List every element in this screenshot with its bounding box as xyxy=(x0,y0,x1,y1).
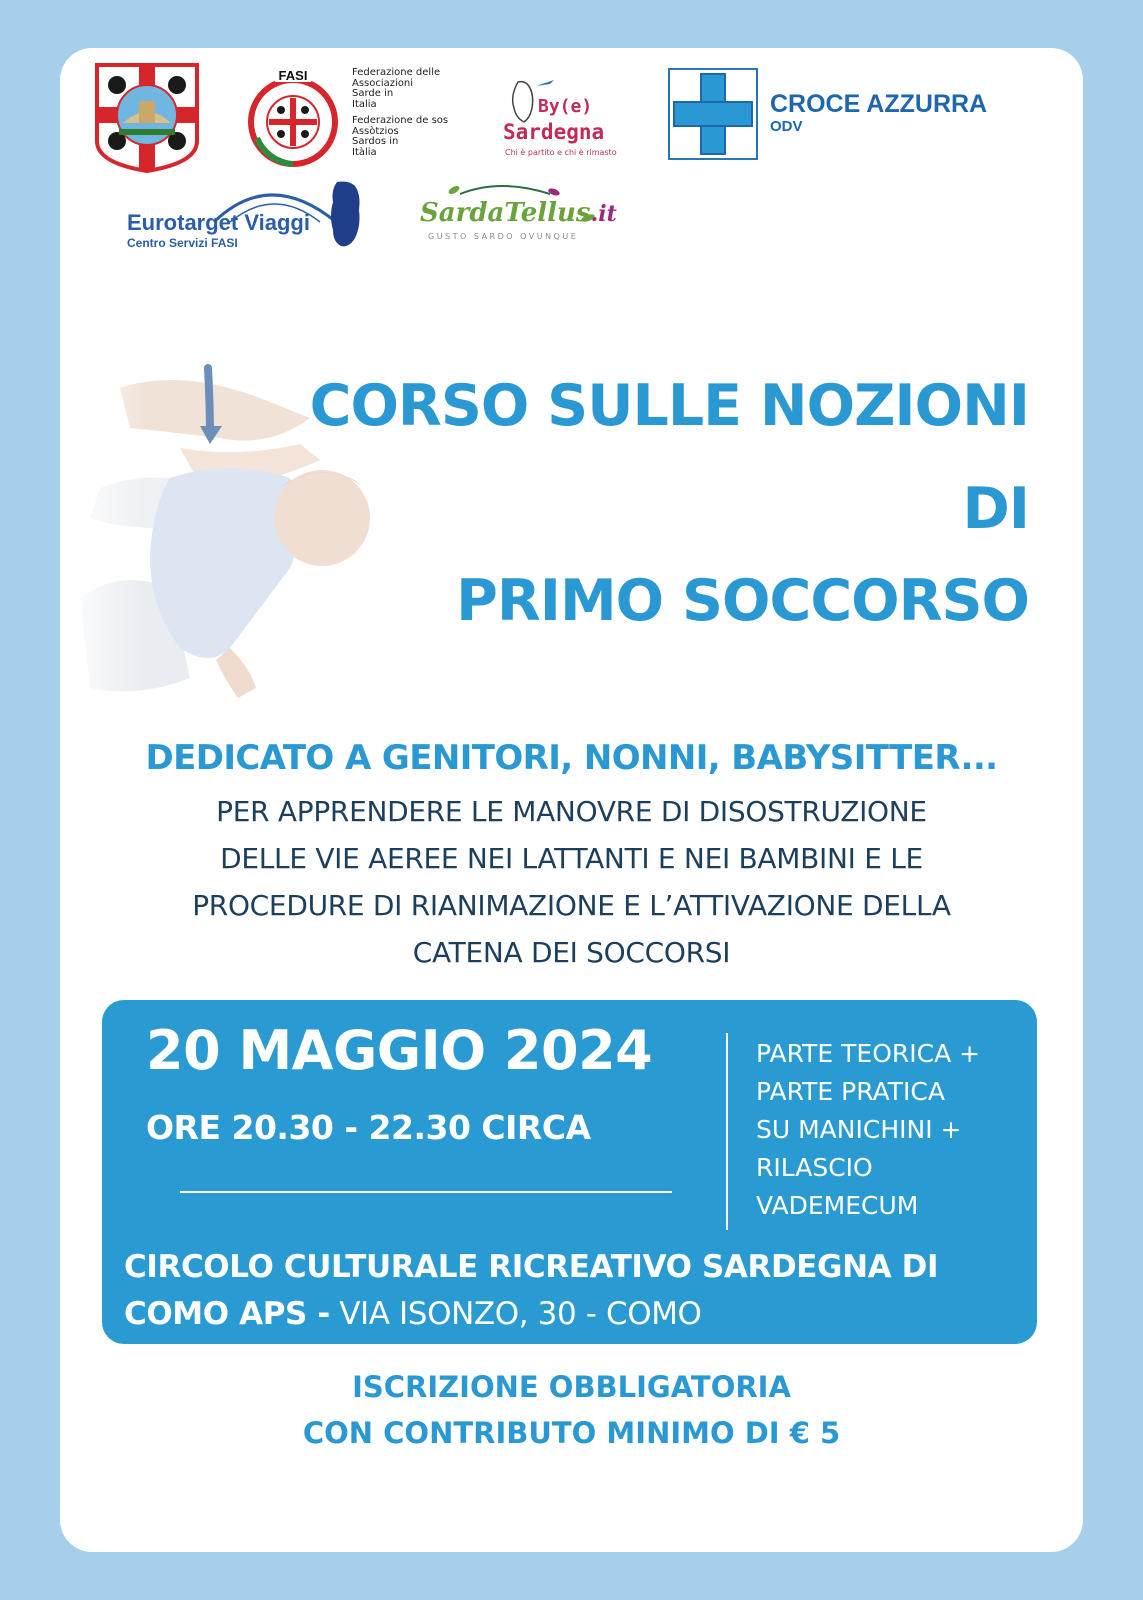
bye-title-line2: Sardegna xyxy=(503,120,605,144)
fasi-line: Sardos in xyxy=(352,136,399,147)
venue-name-line1: CIRCOLO CULTURALE RICREATIVO SARDEGNA DI xyxy=(124,1249,939,1285)
description-line: PER APPRENDERE LE MANOVRE DI DISOSTRUZIONE xyxy=(216,795,927,828)
sardatellus-tagline: GUSTO SARDO OVUNQUE xyxy=(428,232,579,241)
bye-title-line1: By(e) xyxy=(538,96,593,117)
description-line: DELLE VIE AEREE NEI LATTANTI E NEI BAMBINI E LE xyxy=(220,842,923,875)
fasi-line: Federazione delle xyxy=(352,67,441,78)
venue-address: VIA ISONZO, 30 - COMO xyxy=(329,1296,702,1332)
divider-vertical xyxy=(726,1033,728,1230)
eurotarget-name: Eurotarget Viaggi xyxy=(127,210,310,235)
description-line: CATENA DEI SOCCORSI xyxy=(412,936,731,969)
sardinia-flag-logo xyxy=(93,61,201,173)
program-line: SU MANICHINI + xyxy=(756,1115,962,1144)
contribution-notice: CON CONTRIBUTO MINIMO DI € 5 xyxy=(302,1416,841,1450)
venue-name-line2: COMO APS - xyxy=(124,1296,330,1332)
course-title-line3: PRIMO SOCCORSO xyxy=(456,568,1029,634)
bye-tagline: Chi è partito e chi è rimasto xyxy=(505,148,617,157)
fasi-line: Itàlia xyxy=(352,146,377,158)
event-time: ORE 20.30 - 22.30 CIRCA xyxy=(146,1108,591,1147)
fasi-description xyxy=(352,68,472,158)
croce-azzurra-cross-icon xyxy=(668,68,758,160)
course-title-line1: CORSO SULLE NOZIONI xyxy=(309,373,1029,439)
fasi-line: Sarde in xyxy=(352,88,394,99)
sardatellus-domain: .it xyxy=(590,201,617,227)
fasi-acronym: FASI xyxy=(278,68,308,83)
fasi-line: Italia xyxy=(352,98,377,110)
event-program xyxy=(756,1035,980,1225)
croce-azzurra-sub: ODV xyxy=(770,118,803,135)
eurotarget-sub: Centro Servizi FASI xyxy=(127,236,238,250)
fasi-line: Assòtzios xyxy=(352,125,399,137)
program-line: VADEMECUM xyxy=(756,1191,919,1220)
event-venue xyxy=(124,1244,938,1338)
program-line: PARTE TEORICA + xyxy=(756,1039,981,1068)
sardinia-island-icon xyxy=(325,180,365,250)
fasi-line: Associazioni xyxy=(352,77,414,89)
divider-horizontal xyxy=(180,1191,672,1193)
audience-heading: DEDICATO A GENITORI, NONNI, BABYSITTER... xyxy=(145,738,998,778)
program-line: RILASCIO xyxy=(756,1153,873,1182)
course-title-line2: DI xyxy=(962,476,1029,542)
program-line: PARTE PRATICA xyxy=(756,1077,945,1106)
croce-azzurra-name: CROCE AZZURRA xyxy=(770,90,988,118)
sardatellus-name xyxy=(420,198,617,228)
fasi-line: Federazione de sos xyxy=(352,115,449,126)
registration-notice: ISCRIZIONE OBBLIGATORIA xyxy=(352,1370,791,1404)
fasi-logo xyxy=(243,68,343,168)
event-date: 20 MAGGIO 2024 xyxy=(146,1019,653,1082)
poster-card xyxy=(60,48,1083,1552)
course-description xyxy=(100,788,1043,976)
sardatellus-brand: SardaTellus xyxy=(420,198,591,228)
description-line: PROCEDURE DI RIANIMAZIONE E L’ATTIVAZIONE DELLA xyxy=(192,889,951,922)
